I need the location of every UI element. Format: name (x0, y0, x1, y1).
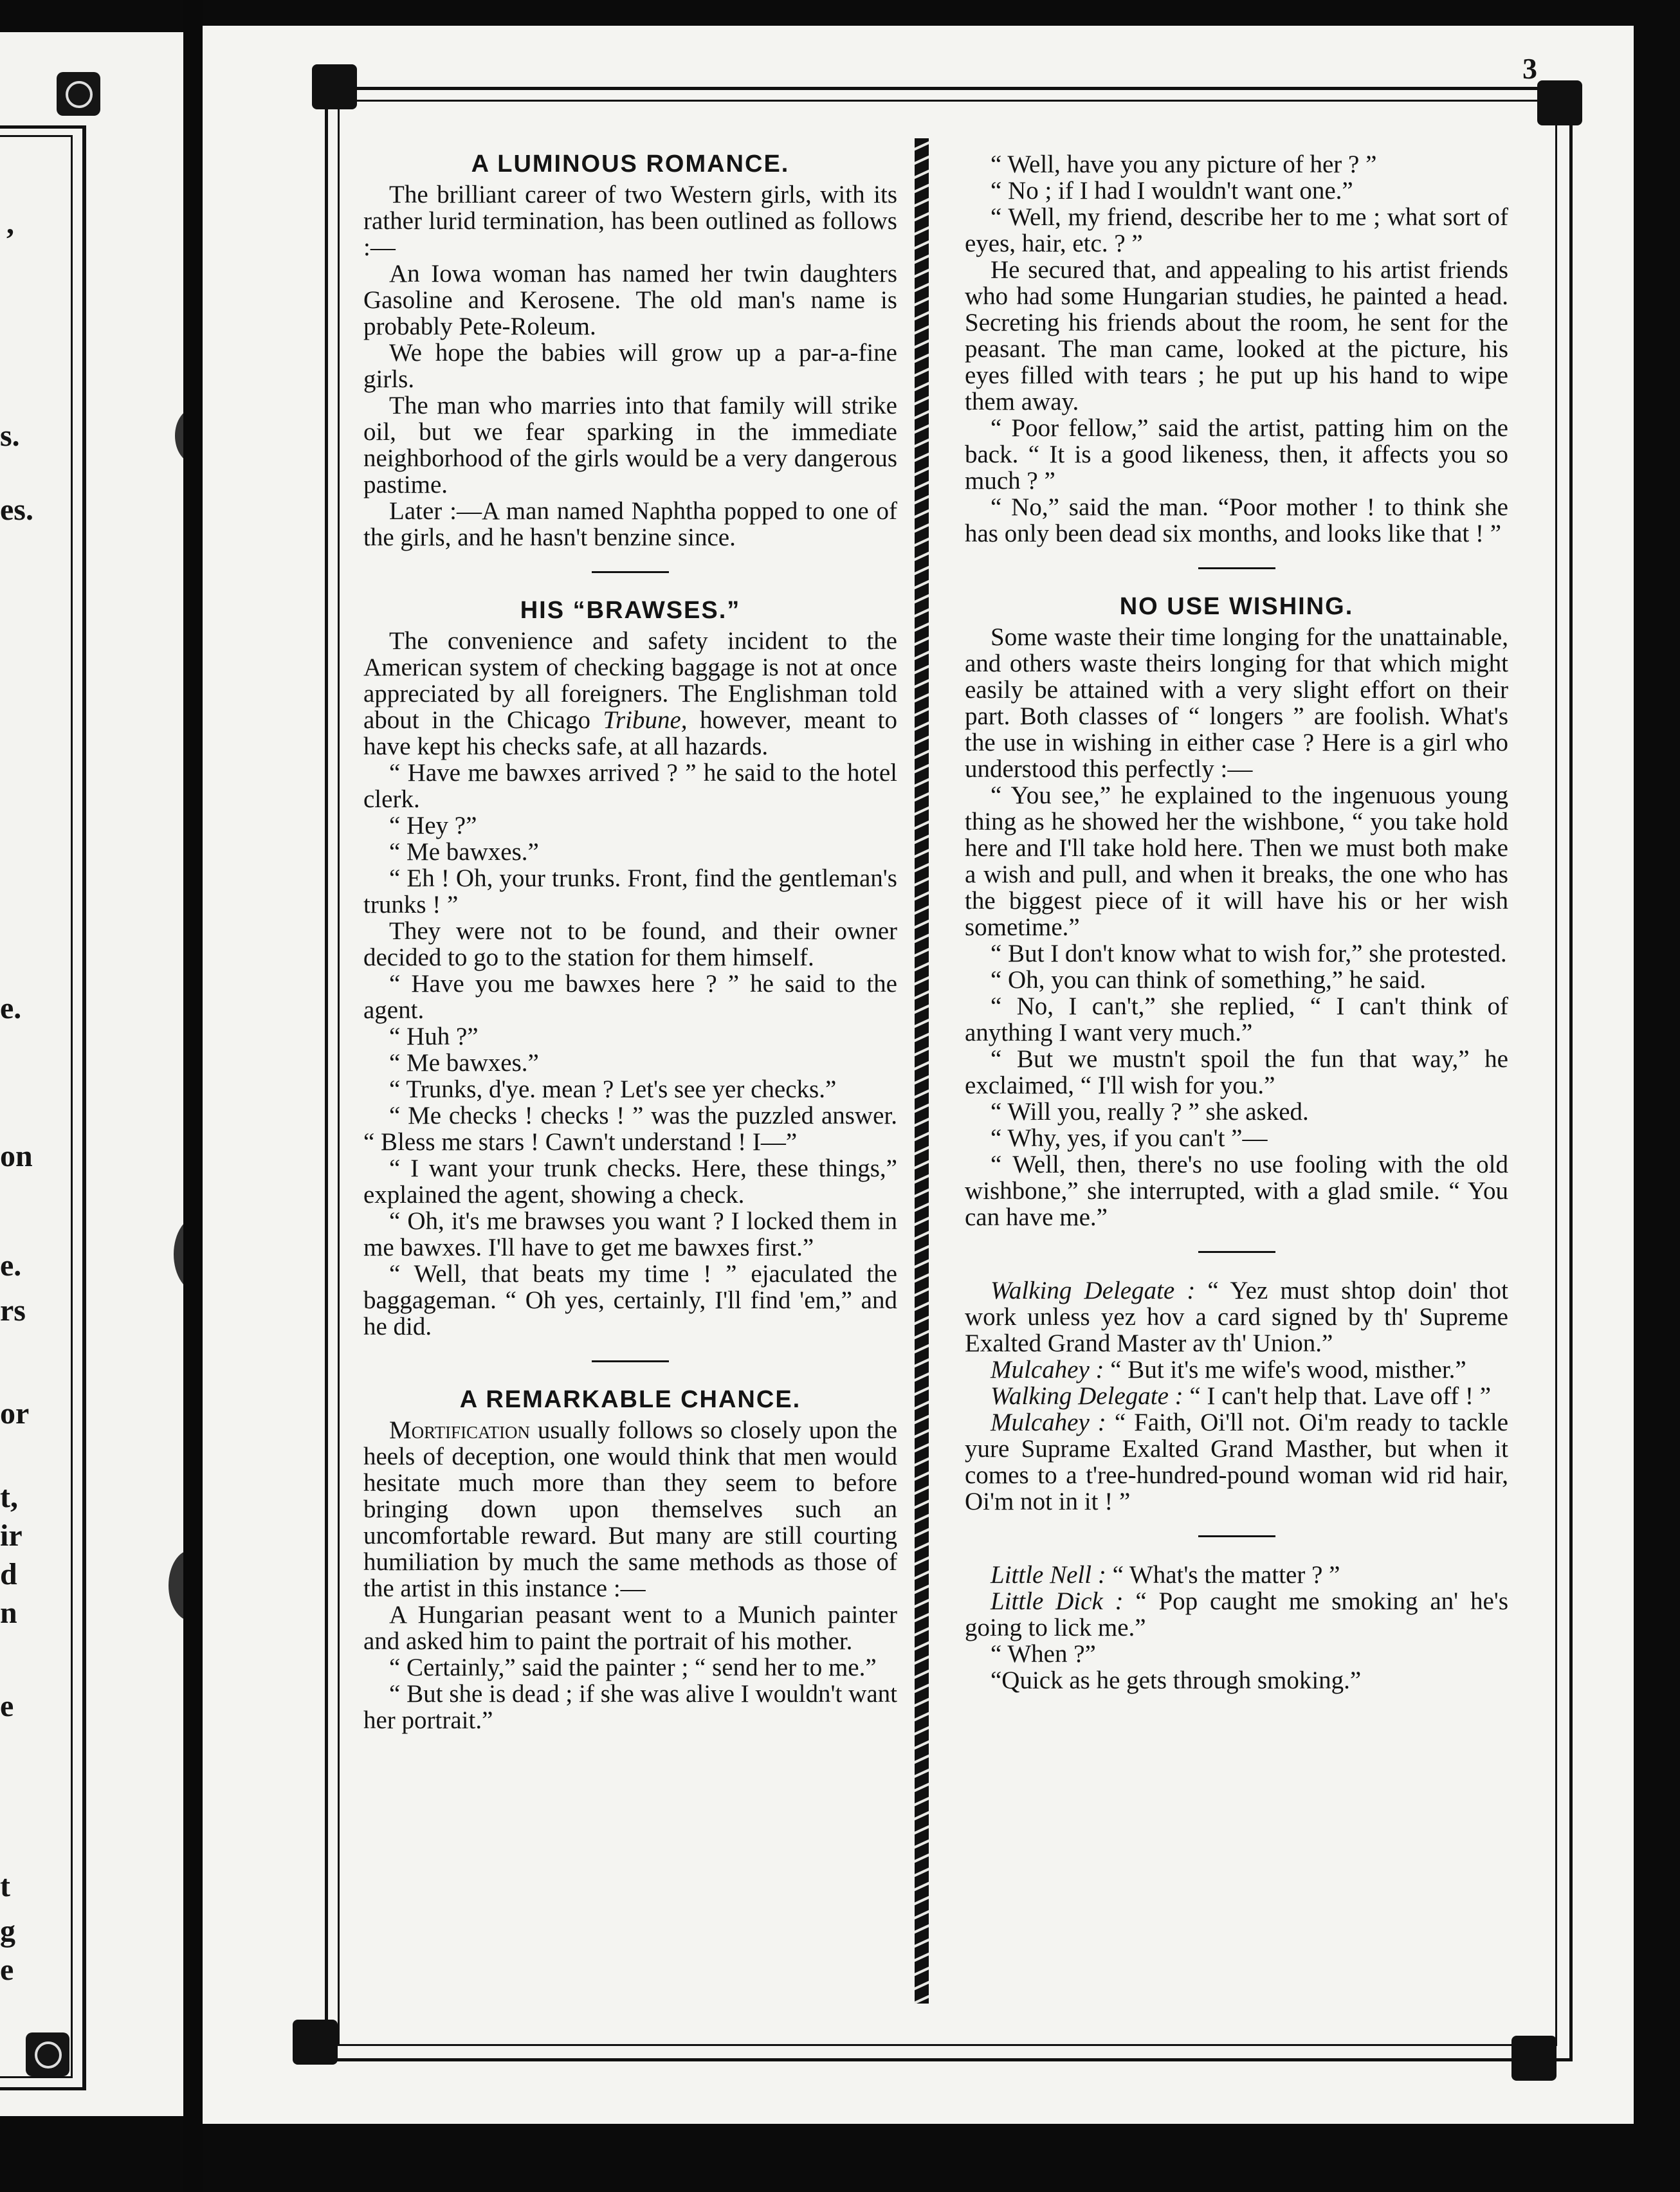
article-no-use-wishing (965, 594, 1508, 1230)
paragraph: “ Hey ?” (389, 812, 477, 839)
text-fragment: rs (0, 1293, 26, 1328)
paragraph: “ Well, have you any picture of her ? ” (991, 151, 1377, 178)
paragraph: “ Me bawxes.” (389, 1049, 539, 1077)
paragraph: “ Huh ?” (389, 1023, 479, 1050)
paragraph: “ Have you me bawxes here ? ” he said to the agent. (363, 970, 897, 1024)
left-column (363, 151, 897, 1733)
paragraph: “ Trunks, d'ye. mean ? Let's see yer checks.” (389, 1075, 837, 1103)
article-luminous-romance (363, 151, 897, 551)
text-fragment: g (0, 1914, 15, 1948)
dialogue-line: Mulcahey : “ Faith, Oi'll not. Oi'm ready to tackle yure Suprame Exalted Grand Masther, but when it comes to a t'ree-hundred-pound woman wid rid hair, Oi'm not in it ! ” (965, 1409, 1509, 1515)
text-fragment: e. (0, 1248, 22, 1283)
text-fragment: or (0, 1396, 30, 1430)
paragraph: The convenience and safety incident to the American system of checking baggage is not at once appreciated by all foreigners. The Englishman told about in the Chicago Tribune, however, meant to have kept his checks safe, at all hazards. (363, 627, 897, 760)
paragraph: “ No ; if I had I wouldn't want one.” (991, 177, 1353, 205)
section-rule (1198, 1535, 1275, 1537)
paragraph: Some waste their time longing for the unattainable, and others waste theirs longing for that which might easily be attained with a very slight effort on their part. Both classes of “ longers ” are foolish. What's the use in wishing in either case ? Here is a girl who understood this perfectly :— (965, 623, 1508, 783)
dialogue-line: Walking Delegate : “ Yez must shtop doin' thot work unless yez hov a card signed by th' Supreme Exalted Grand Master av th' Union.” (965, 1277, 1508, 1357)
text-fragment: e (0, 1689, 14, 1723)
article-remarkable-chance (363, 1387, 897, 1733)
paragraph: “ I want your trunk checks. Here, these things,” explained the agent, showing a check. (363, 1155, 897, 1209)
paragraph: “ Eh ! Oh, your trunks. Front, find the gentleman's trunks ! ” (363, 864, 897, 918)
paragraph: He secured that, and appealing to his artist friends who had some Hungarian studies, he painted a head. Secreting his friends about the room, he sent for the peasant. The man came, looked at the picture, his eyes filled with tears ; he put up his hand to wipe them away. (965, 256, 1508, 416)
text-fragment: e. (0, 991, 22, 1025)
corner-ornament (57, 72, 100, 116)
article-title: A REMARKABLE CHANCE. (459, 1386, 801, 1413)
dialogue-line: Mulcahey : “ But it's me wife's wood, misther.” (991, 1356, 1466, 1384)
paragraph: An Iowa woman has named her twin daughters Gasoline and Kerosene. The old man's name is probably Pete-Roleum. (363, 260, 897, 340)
paragraph: “ Well, then, there's no use fooling with the old wishbone,” she interrupted, with a glad smile. “ You can have me.” (965, 1151, 1508, 1231)
paragraph: “ Me checks ! checks ! ” was the puzzled answer. “ Bless me stars ! Cawn't understand ! I—” (363, 1102, 897, 1156)
section-rule (1198, 1251, 1275, 1253)
paragraph: “ Why, yes, if you can't ”— (991, 1124, 1268, 1152)
paragraph: “ Certainly,” said the painter ; “ send her to me.” (389, 1654, 877, 1681)
paragraph: “ Well, my friend, describe her to me ; what sort of eyes, hair, etc. ? ” (965, 203, 1508, 257)
dialogue-line: Little Dick : “ Pop caught me smoking an' he's going to lick me.” (965, 1587, 1508, 1641)
text-fragment: t (0, 1869, 10, 1903)
paragraph: “ Me bawxes.” (389, 838, 539, 866)
text-fragment: , (6, 206, 14, 241)
dialogue-line: “ When ?” (991, 1640, 1096, 1668)
dialogue-walking-delegate (965, 1277, 1508, 1515)
text-fragment: s. (0, 419, 20, 453)
paragraph: Mortification usually follows so closely upon the heels of deception, one would think that men would hesitate much more than they seem to before bringing down upon themselves such an uncomfortable reward. But many are still courting humiliation by much the same methods as those of the artist in this instance :— (363, 1416, 897, 1602)
section-rule (592, 571, 669, 573)
paragraph: “ Oh, you can think of something,” he said. (991, 966, 1426, 994)
newspaper-page (203, 26, 1634, 2124)
adjacent-page-fragment (0, 32, 183, 2116)
page-number: 3 (1522, 52, 1537, 85)
paragraph: The brilliant career of two Western girls, with its rather lurid termination, has been outlined as follows :— (363, 181, 897, 261)
paragraph: “ You see,” he explained to the ingenuous young thing as he showed her the wishbone, “ you take hold here and I'll take hold here. Then we must both make a wish and pull, and when it breaks, the one who has the biggest piece of it will have his or her wish sometime.” (965, 781, 1508, 941)
corner-ornament (293, 2020, 338, 2065)
paragraph: “ Well, that beats my time ! ” ejaculated the baggageman. “ Oh yes, certainly, I'll find 'em,” and he did. (363, 1260, 897, 1340)
paragraph: “ But I don't know what to wish for,” she protested. (991, 940, 1507, 967)
article-continuation (965, 151, 1508, 547)
paragraph: “ Oh, it's me brawses you want ? I locked them in me bawxes. I'll have to get me bawxes first.” (363, 1207, 897, 1261)
text-fragment: n (0, 1596, 17, 1630)
paragraph: The man who marries into that family will strike oil, but we fear sparking in the immediate neighborhood of the girls would be a very dangerous pastime. (363, 392, 897, 498)
paragraph: “ No, I can't,” she replied, “ I can't think of anything I want very much.” (965, 992, 1508, 1046)
paragraph: We hope the babies will grow up a par-a-fine girls. (363, 339, 897, 393)
corner-ornament (26, 2032, 69, 2076)
text-fragment: ir (0, 1519, 23, 1553)
paragraph: “ But we mustn't spoil the fun that way,” he exclaimed, “ I'll wish for you.” (965, 1045, 1508, 1099)
paragraph: They were not to be found, and their owner decided to go to the station for them himself. (363, 917, 897, 971)
article-title: A LUMINOUS ROMANCE. (471, 151, 790, 178)
paragraph: A Hungarian peasant went to a Munich painter and asked him to paint the portrait of his mother. (363, 1601, 897, 1655)
dialogue-line: Little Nell : “ What's the matter ? ” (991, 1561, 1340, 1589)
paragraph: “ But she is dead ; if she was alive I wouldn't want her portrait.” (363, 1680, 897, 1734)
paragraph: Later :—A man named Naphtha popped to one of the girls, and he hasn't benzine since. (363, 497, 897, 551)
corner-ornament (1511, 2036, 1557, 2081)
corner-ornament (1537, 80, 1582, 125)
corner-ornament (312, 64, 357, 109)
rope-column-divider (912, 138, 931, 2004)
paragraph: “ No,” said the man. “Poor mother ! to think she has only been dead six months, and looks like that ! ” (965, 493, 1508, 547)
section-rule (592, 1360, 669, 1362)
page-gutter (183, 0, 203, 2192)
dialogue-line: Walking Delegate : “ I can't help that. Lave off ! ” (991, 1382, 1492, 1410)
dialogue-line: “Quick as he gets through smoking.” (991, 1667, 1362, 1694)
right-column (965, 151, 1508, 1694)
paragraph: “ Will you, really ? ” she asked. (991, 1098, 1309, 1126)
text-fragment: d (0, 1557, 17, 1591)
text-fragment: on (0, 1139, 33, 1173)
article-title: NO USE WISHING. (1119, 593, 1354, 620)
text-fragment: e (0, 1953, 14, 1987)
section-rule (1198, 567, 1275, 569)
article-his-brawses (363, 598, 897, 1340)
text-fragment: t, (0, 1480, 18, 1514)
article-title: HIS “BRAWSES.” (520, 597, 741, 624)
paragraph: “ Poor fellow,” said the artist, patting him on the back. “ It is a good likeness, then, it affects you so much ? ” (965, 414, 1508, 495)
dialogue-little-nell (965, 1562, 1508, 1694)
text-fragment: es. (0, 493, 33, 527)
paragraph: “ Have me bawxes arrived ? ” he said to the hotel clerk. (363, 759, 897, 813)
